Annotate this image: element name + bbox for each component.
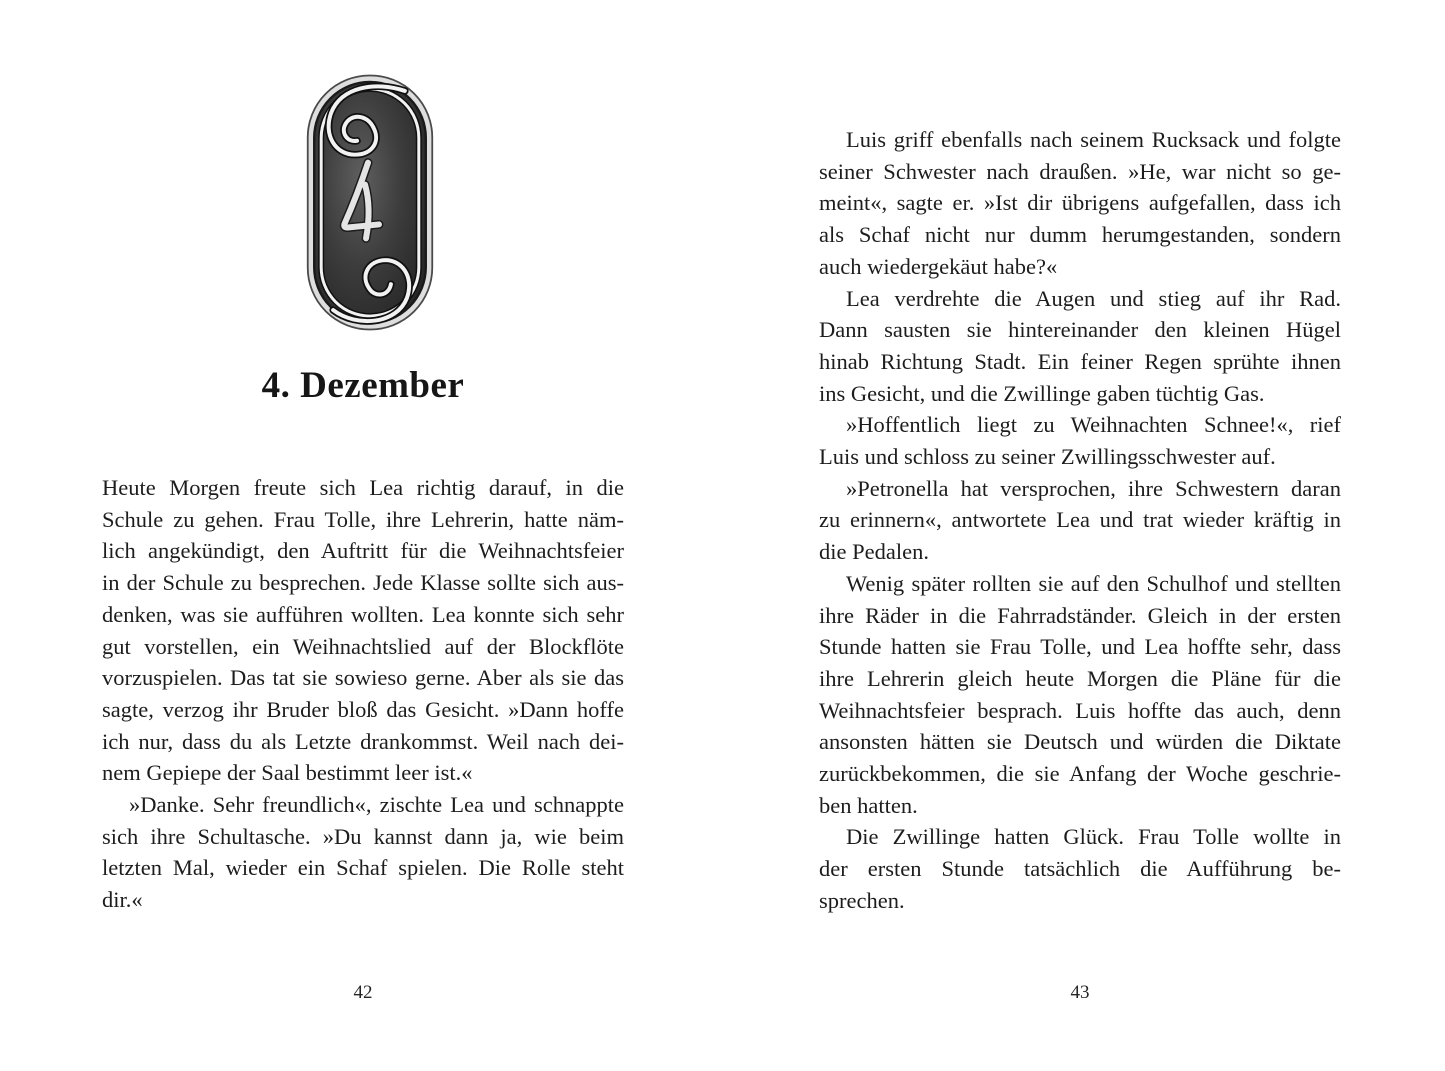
- text-line: Wenig später rollten sie auf den Schulhof und stellten: [846, 570, 1341, 596]
- paragraph: [102, 472, 624, 789]
- text-line: als Schaf nicht nur dumm herumgestanden, sondern: [819, 222, 1341, 248]
- text-line: seiner Schwester nach draußen. »He, war nicht so ge-: [819, 158, 1341, 184]
- paragraph: [102, 789, 624, 916]
- paragraph: [819, 409, 1341, 472]
- text-line: gut vorstellen, ein Weihnachtslied auf der Blockflöte: [102, 633, 624, 659]
- text-line: Dann sausten sie hintereinander den kleinen Hügel: [819, 317, 1341, 343]
- text-line: »Hoffentlich liegt zu Weihnachten Schnee!«, rief: [846, 412, 1341, 438]
- text-line: lich angekündigt, den Auftritt für die Weihnachtsfeier: [102, 538, 624, 564]
- text-line: Stunde hatten sie Frau Tolle, und Lea hoffte sehr, dass: [819, 634, 1341, 660]
- text-line: sagte, verzog ihr Bruder bloß das Gesicht. »Dann hoffe: [102, 696, 624, 722]
- text-line: denken, was sie aufführen wollten. Lea konnte sich sehr: [102, 601, 624, 627]
- text-line: Weihnachtsfeier besprach. Luis hoffte das auch, denn: [819, 697, 1341, 723]
- text-line: Luis und schloss zu seiner Zwillingsschwester auf.: [819, 444, 1276, 470]
- text-line: nem Gepiepe der Saal bestimmt leer ist.«: [102, 760, 473, 786]
- text-line: ben hatten.: [819, 792, 918, 818]
- text-line: der ersten Stunde tatsächlich die Aufführung be-: [819, 856, 1341, 882]
- text-line: ins Gesicht, und die Zwillinge gaben tüchtig Gas.: [819, 380, 1265, 406]
- text-line: zurückbekommen, die sie Anfang der Woche geschrie-: [819, 761, 1341, 787]
- text-line: vorzuspielen. Das tat sie sowieso gerne. Aber als sie das: [102, 665, 624, 691]
- text-line: die Pedalen.: [819, 539, 929, 565]
- text-line: hinab Richtung Stadt. Ein feiner Regen sprühte ihnen: [819, 348, 1341, 374]
- text-line: dir.«: [102, 887, 143, 913]
- text-line: sich ihre Schultasche. »Du kannst dann ja, wie beim: [102, 823, 624, 849]
- left-page-body: [102, 472, 624, 916]
- text-line: ihre Lehrerin gleich heute Morgen die Pläne für die: [819, 665, 1341, 691]
- chapter-ornament-icon: [305, 73, 435, 332]
- text-line: auch wiedergekäut habe?«: [819, 253, 1058, 279]
- text-line: »Petronella hat versprochen, ihre Schwestern daran: [846, 475, 1341, 501]
- text-line: ansonsten hätten sie Deutsch und würden die Diktate: [819, 729, 1341, 755]
- text-line: Die Zwillinge hatten Glück. Frau Tolle wollte in: [846, 824, 1341, 850]
- paragraph: [819, 283, 1341, 410]
- text-line: letzten Mal, wieder ein Schaf spielen. Die Rolle steht: [102, 855, 624, 881]
- text-line: ich nur, dass du als Letzte drankommst. Weil nach dei-: [102, 728, 624, 754]
- text-line: »Danke. Sehr freundlich«, zischte Lea und schnappte: [129, 792, 624, 818]
- paragraph: [819, 124, 1341, 283]
- page-number-left: 42: [353, 982, 373, 1003]
- text-line: ihre Räder in die Fahrradständer. Gleich in der ersten: [819, 602, 1341, 628]
- text-line: Lea verdrehte die Augen und stieg auf ihr Rad.: [846, 285, 1341, 311]
- text-line: Luis griff ebenfalls nach seinem Rucksack und folgte: [846, 127, 1341, 152]
- paragraph: [819, 568, 1341, 822]
- text-line: Heute Morgen freute sich Lea richtig darauf, in die: [102, 475, 624, 500]
- text-line: meint«, sagte er. »Ist dir übrigens aufgefallen, dass ich: [819, 190, 1341, 216]
- right-page-body: [819, 124, 1341, 917]
- paragraph: [819, 473, 1341, 568]
- paragraph: [819, 821, 1341, 916]
- page-number-right: 43: [1070, 982, 1090, 1003]
- text-line: in der Schule zu besprechen. Jede Klasse sollte sich aus-: [102, 570, 624, 596]
- text-line: Schule zu gehen. Frau Tolle, ihre Lehrerin, hatte näm-: [102, 506, 624, 532]
- text-line: zu erinnern«, antwortete Lea und trat wieder kräftig in: [819, 507, 1341, 533]
- chapter-heading: 4. Dezember: [261, 365, 465, 406]
- text-line: sprechen.: [819, 887, 905, 913]
